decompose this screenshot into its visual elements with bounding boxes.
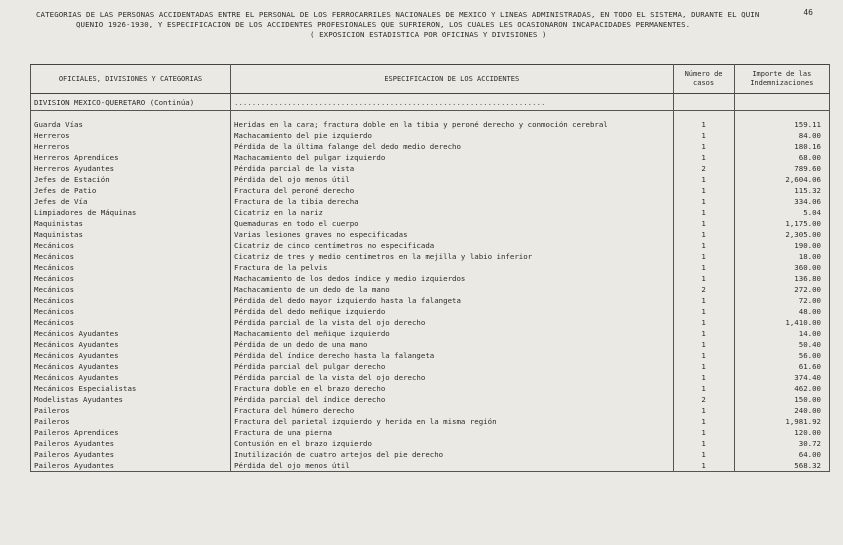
specification-cell: Fractura del parietal izquierdo y herida en la misma región xyxy=(231,416,674,427)
table-row xyxy=(31,185,830,196)
cases-cell: 1 xyxy=(673,317,734,328)
indemnity-cell: 462.00 xyxy=(734,383,829,394)
specification-cell: Cicatriz en la nariz xyxy=(231,207,674,218)
specification-cell: Pérdida del ojo menos útil xyxy=(231,460,674,472)
specification-cell: Pérdida de la última falange del dedo medio derecho xyxy=(231,141,674,152)
table-row xyxy=(31,460,830,472)
table-row xyxy=(31,339,830,350)
specification-cell: Pérdida parcial de la vista del ojo derecho xyxy=(231,317,674,328)
cases-cell: 1 xyxy=(673,350,734,361)
cases-cell: 1 xyxy=(673,130,734,141)
indemnity-cell: 64.00 xyxy=(734,449,829,460)
table-row xyxy=(31,405,830,416)
category-cell: Limpiadores de Máquinas xyxy=(31,207,231,218)
specification-cell: Inutilización de cuatro artejos del pie derecho xyxy=(231,449,674,460)
cases-cell: 1 xyxy=(673,306,734,317)
cases-cell: 2 xyxy=(673,284,734,295)
specification-cell: Cicatriz de cinco centímetros no especificada xyxy=(231,240,674,251)
category-cell: Maquinistas xyxy=(31,218,231,229)
table-row xyxy=(31,207,830,218)
specification-cell: Heridas en la cara; fractura doble en la tibia y peroné derecho y conmoción cerebral xyxy=(231,119,674,130)
category-cell: Mecánicos xyxy=(31,295,231,306)
indemnity-cell: 150.00 xyxy=(734,394,829,405)
cases-cell: 1 xyxy=(673,251,734,262)
cases-cell: 1 xyxy=(673,295,734,306)
category-cell: Herreros Ayudantes xyxy=(31,163,231,174)
category-cell: Herreros xyxy=(31,141,231,152)
specification-cell: Fractura de una pierna xyxy=(231,427,674,438)
indemnity-cell: 30.72 xyxy=(734,438,829,449)
category-cell: Mecánicos xyxy=(31,306,231,317)
table-header-row xyxy=(31,65,830,94)
cases-cell: 1 xyxy=(673,273,734,284)
page-number: 46 xyxy=(803,8,813,17)
category-cell: Herreros Aprendices xyxy=(31,152,231,163)
indemnity-cell: 374.40 xyxy=(734,372,829,383)
indemnity-cell: 334.06 xyxy=(734,196,829,207)
table-row xyxy=(31,163,830,174)
indemnity-cell: 360.00 xyxy=(734,262,829,273)
indemnity-cell: 2,604.06 xyxy=(734,174,829,185)
specification-cell: Pérdida parcial de la vista del ojo derecho xyxy=(231,372,674,383)
category-cell: Paileros xyxy=(31,405,231,416)
specification-cell: Pérdida del dedo mayor izquierdo hasta la falangeta xyxy=(231,295,674,306)
category-cell: Mecánicos xyxy=(31,317,231,328)
specification-cell: Machacamiento del meñique izquierdo xyxy=(231,328,674,339)
cases-cell: 1 xyxy=(673,339,734,350)
category-cell: Mecánicos Ayudantes xyxy=(31,328,231,339)
indemnity-cell: 240.00 xyxy=(734,405,829,416)
table-row xyxy=(31,141,830,152)
indemnity-cell: 72.00 xyxy=(734,295,829,306)
table-row xyxy=(31,229,830,240)
table-row xyxy=(31,273,830,284)
specification-cell: Fractura del húmero derecho xyxy=(231,405,674,416)
category-cell: Jefes de Vía xyxy=(31,196,231,207)
indemnity-cell: 50.40 xyxy=(734,339,829,350)
division-name: DIVISION MEXICO-QUERETARO (Continúa) xyxy=(31,94,231,111)
cases-cell: 1 xyxy=(673,361,734,372)
category-cell: Mecánicos xyxy=(31,262,231,273)
table-row xyxy=(31,119,830,130)
division-row: DIVISION MEXICO-QUERETARO (Continúa) ...................................................................... xyxy=(31,94,830,111)
table-row xyxy=(31,306,830,317)
table-row xyxy=(31,328,830,339)
table-row xyxy=(31,152,830,163)
category-cell: Herreros xyxy=(31,130,231,141)
category-cell: Paileros Ayudantes xyxy=(31,449,231,460)
specification-cell: Pérdida del dedo meñique izquierdo xyxy=(231,306,674,317)
indemnity-cell: 1,981.92 xyxy=(734,416,829,427)
cases-cell: 1 xyxy=(673,449,734,460)
cases-cell: 1 xyxy=(673,141,734,152)
category-cell: Paileros Ayudantes xyxy=(31,460,231,472)
indemnity-cell: 5.04 xyxy=(734,207,829,218)
cases-cell: 1 xyxy=(673,262,734,273)
accidents-table xyxy=(30,64,830,472)
specification-cell: Pérdida parcial del pulgar derecho xyxy=(231,361,674,372)
table-row xyxy=(31,427,830,438)
indemnity-cell: 18.00 xyxy=(734,251,829,262)
cases-cell: 2 xyxy=(673,394,734,405)
indemnity-cell: 84.00 xyxy=(734,130,829,141)
cases-cell: 1 xyxy=(673,372,734,383)
document-header xyxy=(36,10,806,40)
specification-cell: Contusión en el brazo izquierdo xyxy=(231,438,674,449)
cases-cell: 1 xyxy=(673,427,734,438)
indemnity-cell: 120.00 xyxy=(734,427,829,438)
cases-cell: 1 xyxy=(673,174,734,185)
category-cell: Paileros Aprendices xyxy=(31,427,231,438)
indemnity-cell: 1,175.00 xyxy=(734,218,829,229)
table-row xyxy=(31,416,830,427)
category-cell: Mecánicos Especialistas xyxy=(31,383,231,394)
category-cell: Guarda Vías xyxy=(31,119,231,130)
indemnity-cell: 2,305.00 xyxy=(734,229,829,240)
category-cell: Mecánicos xyxy=(31,251,231,262)
header-line-1: CATEGORIAS DE LAS PERSONAS ACCIDENTADAS ENTRE EL PERSONAL DE LOS FERROCARRILES NACIONALES DE MEXICO Y LINEAS ADMINISTRADAS, EN TODO EL SISTEMA, DURANTE EL QUIN xyxy=(36,10,760,19)
table-row xyxy=(31,361,830,372)
table-row xyxy=(31,130,830,141)
column-header-specification: ESPECIFICACION DE LOS ACCIDENTES xyxy=(231,65,674,94)
category-cell: Jefes de Estación xyxy=(31,174,231,185)
specification-cell: Machacamiento de un dedo de la mano xyxy=(231,284,674,295)
specification-cell: Machacamiento del pie izquierdo xyxy=(231,130,674,141)
indemnity-cell: 68.00 xyxy=(734,152,829,163)
cases-cell: 1 xyxy=(673,438,734,449)
category-cell: Mecánicos xyxy=(31,240,231,251)
table-row xyxy=(31,284,830,295)
table-row xyxy=(31,251,830,262)
table-row xyxy=(31,394,830,405)
specification-cell: Pérdida parcial de la vista xyxy=(231,163,674,174)
indemnity-cell: 136.80 xyxy=(734,273,829,284)
specification-cell: Pérdida del ojo menos útil xyxy=(231,174,674,185)
indemnity-cell: 568.32 xyxy=(734,460,829,472)
table-row xyxy=(31,438,830,449)
column-header-cases: Número de casos xyxy=(673,65,734,94)
category-cell: Mecánicos Ayudantes xyxy=(31,350,231,361)
table-row xyxy=(31,240,830,251)
specification-cell: Cicatriz de tres y medio centímetros en la mejilla y labio inferior xyxy=(231,251,674,262)
cases-cell: 1 xyxy=(673,328,734,339)
specification-cell: Fractura de la tibia derecha xyxy=(231,196,674,207)
indemnity-cell: 56.00 xyxy=(734,350,829,361)
table-row xyxy=(31,262,830,273)
category-cell: Modelistas Ayudantes xyxy=(31,394,231,405)
table-row xyxy=(31,449,830,460)
indemnity-cell: 789.60 xyxy=(734,163,829,174)
table-row xyxy=(31,350,830,361)
cases-cell: 1 xyxy=(673,218,734,229)
category-cell: Jefes de Patio xyxy=(31,185,231,196)
table-row xyxy=(31,383,830,394)
column-header-indemnities: Importe de las Indemnizaciones xyxy=(734,65,829,94)
table-row xyxy=(31,174,830,185)
indemnity-cell: 61.60 xyxy=(734,361,829,372)
cases-cell: 1 xyxy=(673,185,734,196)
indemnity-cell: 115.32 xyxy=(734,185,829,196)
cases-cell: 1 xyxy=(673,152,734,163)
specification-cell: Machacamiento de los dedos índice y medio izquierdos xyxy=(231,273,674,284)
cases-cell: 1 xyxy=(673,383,734,394)
indemnity-cell: 48.00 xyxy=(734,306,829,317)
category-cell: Mecánicos Ayudantes xyxy=(31,339,231,350)
indemnity-cell: 14.00 xyxy=(734,328,829,339)
category-cell: Paileros Ayudantes xyxy=(31,438,231,449)
cases-cell: 1 xyxy=(673,207,734,218)
table-body xyxy=(31,94,830,472)
category-cell: Paileros xyxy=(31,416,231,427)
table-row xyxy=(31,372,830,383)
specification-cell: Fractura del peroné derecho xyxy=(231,185,674,196)
table-row xyxy=(31,317,830,328)
cases-cell: 1 xyxy=(673,240,734,251)
cases-cell: 1 xyxy=(673,229,734,240)
indemnity-cell: 190.00 xyxy=(734,240,829,251)
header-line-3: ( EXPOSICION ESTADISTICA POR OFICINAS Y DIVISIONES ) xyxy=(310,30,547,39)
cases-cell: 1 xyxy=(673,119,734,130)
specification-cell: Pérdida parcial del índice derecho xyxy=(231,394,674,405)
specification-cell: Pérdida del índice derecho hasta la falangeta xyxy=(231,350,674,361)
cases-cell: 1 xyxy=(673,196,734,207)
category-cell: Mecánicos xyxy=(31,284,231,295)
header-line-2: QUENIO 1926-1930, Y ESPECIFICACION DE LOS ACCIDENTES PROFESIONALES QUE SUFRIERON, LOS CUALES LES OCASIONARON INCAPACIDADES PERMANENTES. xyxy=(76,20,691,29)
category-cell: Maquinistas xyxy=(31,229,231,240)
table-row xyxy=(31,218,830,229)
specification-cell: Quemaduras en todo el cuerpo xyxy=(231,218,674,229)
category-cell: Mecánicos Ayudantes xyxy=(31,372,231,383)
category-cell: Mecánicos xyxy=(31,273,231,284)
specification-cell: Fractura de la pelvis xyxy=(231,262,674,273)
specification-cell: Varias lesiones graves no especificadas xyxy=(231,229,674,240)
specification-cell: Fractura doble en el brazo derecho xyxy=(231,383,674,394)
specification-cell: Pérdida de un dedo de una mano xyxy=(231,339,674,350)
category-cell: Mecánicos Ayudantes xyxy=(31,361,231,372)
indemnity-cell: 272.00 xyxy=(734,284,829,295)
cases-cell: 1 xyxy=(673,460,734,472)
table-row xyxy=(31,295,830,306)
cases-cell: 2 xyxy=(673,163,734,174)
specification-cell: Machacamiento del pulgar izquierdo xyxy=(231,152,674,163)
indemnity-cell: 180.16 xyxy=(734,141,829,152)
indemnity-cell: 159.11 xyxy=(734,119,829,130)
cases-cell: 1 xyxy=(673,416,734,427)
column-header-categories: OFICIALES, DIVISIONES Y CATEGORIAS xyxy=(31,65,231,94)
table-row xyxy=(31,196,830,207)
indemnity-cell: 1,410.00 xyxy=(734,317,829,328)
cases-cell: 1 xyxy=(673,405,734,416)
